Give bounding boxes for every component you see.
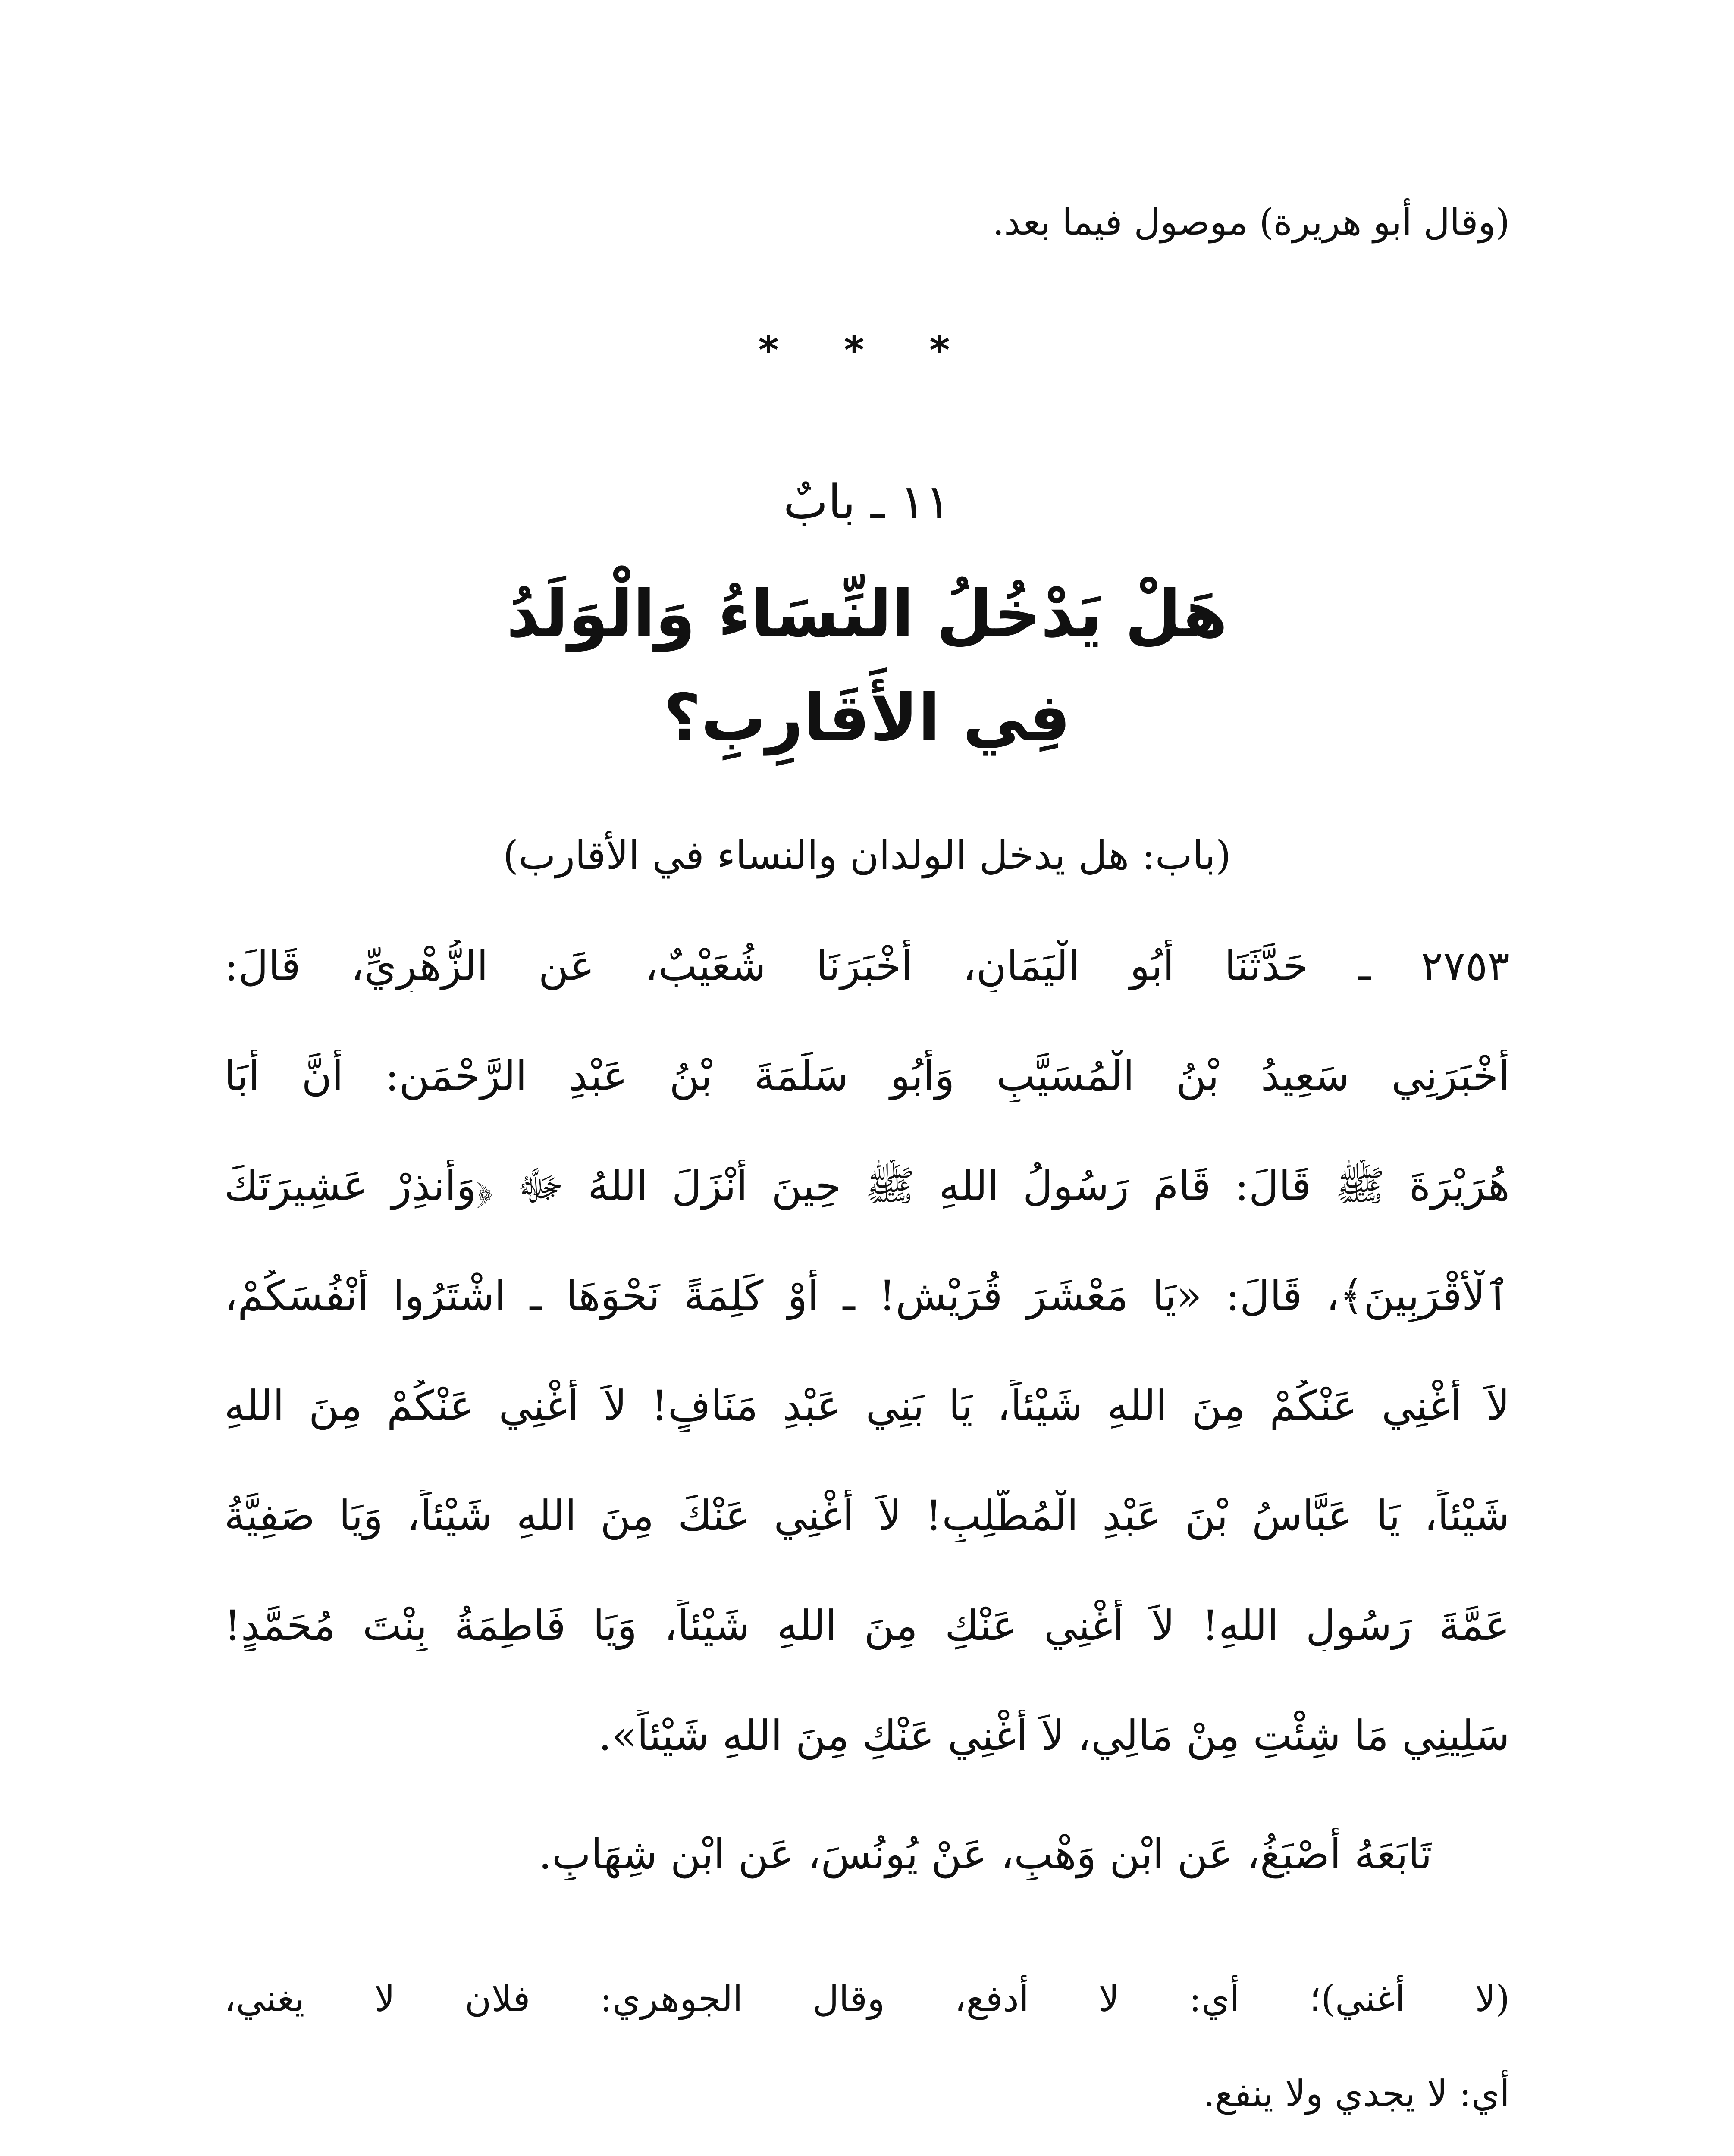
hadith-line: هُرَيْرَةَ ﷺ قَالَ: قَامَ رَسُولُ اللهِ ﷺ حِينَ أَنْزَلَ اللهُ ﷻ ﴿وَأَنذِرْ عَشِيرَتَكَ <box>224 1162 1510 1210</box>
hadith-line: عَمَّةَ رَسُولِ اللهِ! لاَ أُغْنِي عَنْكِ مِنَ اللهِ شَيْئاً، وَيَا فَاطِمَةُ بِنْتَ مُحَمَّدٍ! <box>224 1601 1510 1650</box>
explanation-line: أي: لا يجدي ولا ينفع. <box>1203 2072 1510 2115</box>
hadith-line: ٢٧٥٣ ـ حَدَّثَنَا أَبُو الْيَمَانِ، أَخْبَرَنَا شُعَيْبٌ، عَنِ الزُّهْرِيِّ، قَالَ: <box>224 942 1510 990</box>
hadith-line: لاَ أُغْنِي عَنْكُمْ مِنَ اللهِ شَيْئاً، يَا بَنِي عَبْدِ مَنَافٍ! لاَ أُغْنِي عَنْكُمْ مِنَ اللهِ <box>224 1382 1510 1430</box>
chapter-title-line-1: هَلْ يَدْخُلُ النِّسَاءُ وَالْوَلَدُ <box>506 577 1228 652</box>
chapter-number: ١١ ـ بابٌ <box>783 474 951 530</box>
mutabaah-line: تَابَعَهُ أَصْبَغُ، عَنِ ابْنِ وَهْبٍ، عَنْ يُونُسَ، عَنِ ابْنِ شِهَابٍ. <box>539 1830 1432 1878</box>
explanation-line: (لا أُغني)؛ أي: لا أدفع، وقال الجوهري: فلان لا يغني، <box>224 1977 1510 2020</box>
commentary-heading: (باب: هل يدخل الولدان والنساء في الأقارب) <box>503 832 1231 878</box>
hadith-line: ٱلْأَقْرَبِينَ﴾، قَالَ: «يَا مَعْشَرَ قُرَيْشٍ! ـ أَوْ كَلِمَةً نَحْوَهَا ـ اشْتَرُوا أَنْفُسَكُمْ، <box>224 1272 1510 1320</box>
top-note: (وقال أبو هريرة) موصول فيما بعد. <box>992 201 1510 243</box>
chapter-title-line-2: فِي الأَقَارِبِ؟ <box>663 680 1071 755</box>
hadith-line: أَخْبَرَنِي سَعِيدُ بْنُ الْمُسَيَّبِ وَأَبُو سَلَمَةَ بْنُ عَبْدِ الرَّحْمَنِ: أَنَّ أَبَا <box>224 1052 1510 1100</box>
hadith-line: سَلِينِي مَا شِئْتِ مِنْ مَالِي، لاَ أُغْنِي عَنْكِ مِنَ اللهِ شَيْئاً». <box>598 1711 1510 1760</box>
separator-top: * * * <box>758 328 976 373</box>
hadith-line: شَيْئاً، يَا عَبَّاسُ بْنَ عَبْدِ الْمُطَّلِبِ! لاَ أُغْنِي عَنْكَ مِنَ اللهِ شَيْئاً، وَيَا صَفِيَّةُ <box>224 1492 1510 1540</box>
